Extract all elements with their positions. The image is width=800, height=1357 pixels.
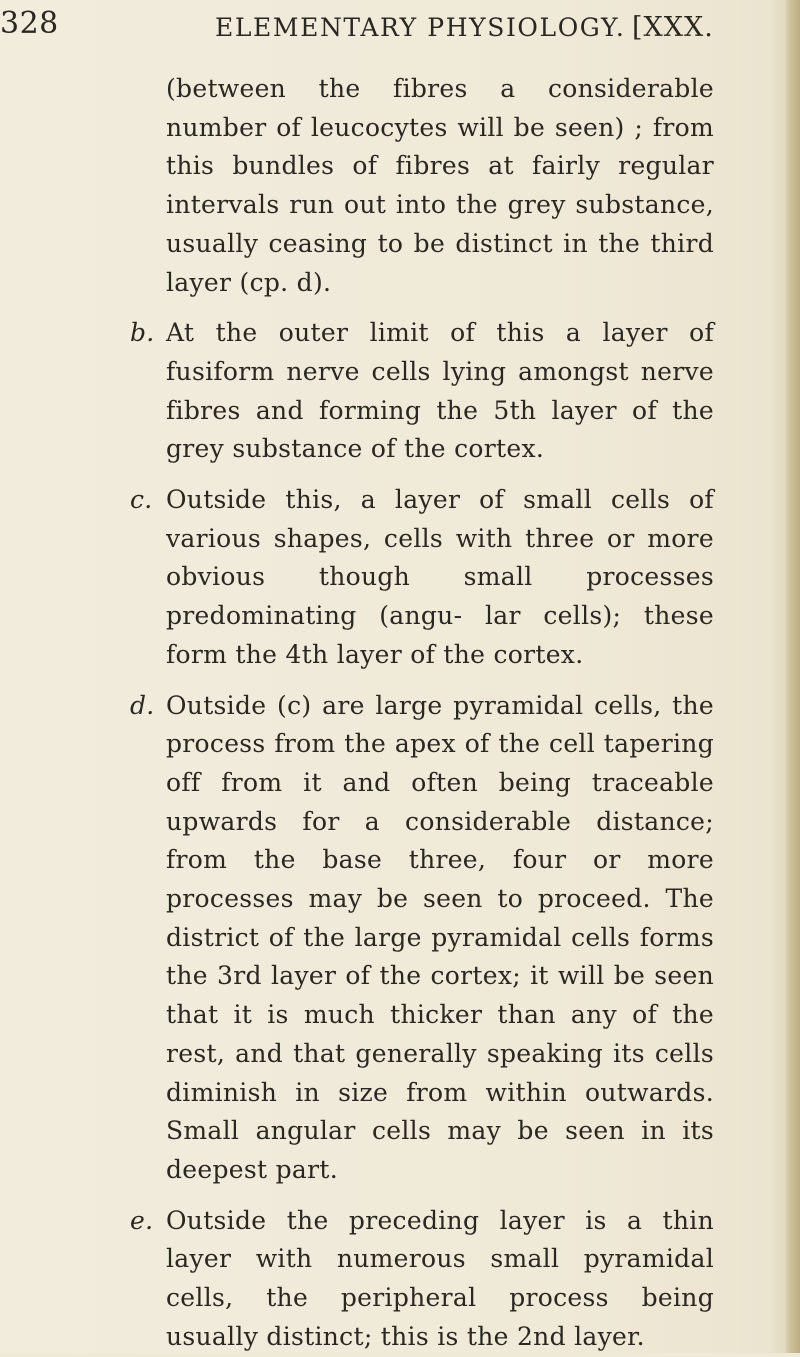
paragraph-text: (between the fibres a considerable number of leucocytes will be seen) ; from this bundles of fibres at fairly regular intervals run out into the grey substance, usually ceasing to be distinct in the third layer (cp. d). (166, 74, 714, 297)
page-number: 328 (0, 6, 59, 41)
paragraph-text: Outside the preceding layer is a thin layer with numerous small pyramidal cells, the peripheral process being usually distinct; this is the 2nd layer. (166, 1205, 714, 1351)
paragraph-label: c. (130, 485, 153, 515)
running-title: ELEMENTARY PHYSIOLOGY. (215, 13, 626, 42)
paragraph-e (0, 1202, 714, 1357)
paragraph-continued (0, 70, 714, 302)
section-mark: [XXX. (632, 12, 714, 43)
paragraph-label: d. (130, 690, 155, 720)
paragraph-text: Outside this, a layer of small cells of various shapes, cells with three or more obvious though small processes predominating (angu- lar cells); these form the 4th layer of the cortex. (166, 485, 714, 669)
paragraph-b (0, 314, 714, 469)
paragraph-text: Outside (c) are large pyramidal cells, the process from the apex of the cell tapering off from it and often being traceable upwards for a considerable distance; from the base three, four or more processes may be seen to proceed. The district of the large pyramidal cells forms the 3rd layer of the cortex; it will be seen that it is much thicker than any of the rest, and that generally speaking its cells diminish in size from within outwards. Small angular cells may be seen in its deepest part. (166, 690, 714, 1184)
paragraph-text: At the outer limit of this a layer of fusiform nerve cells lying amongst nerve fibres and forming the 5th layer of the grey substance of the cortex. (166, 318, 714, 464)
paragraph-c (0, 481, 714, 675)
paragraph-d (0, 687, 714, 1190)
running-head (0, 6, 760, 52)
body-text (0, 70, 800, 1357)
paragraph-label: b. (130, 318, 155, 348)
paragraph-label: e. (130, 1205, 154, 1235)
